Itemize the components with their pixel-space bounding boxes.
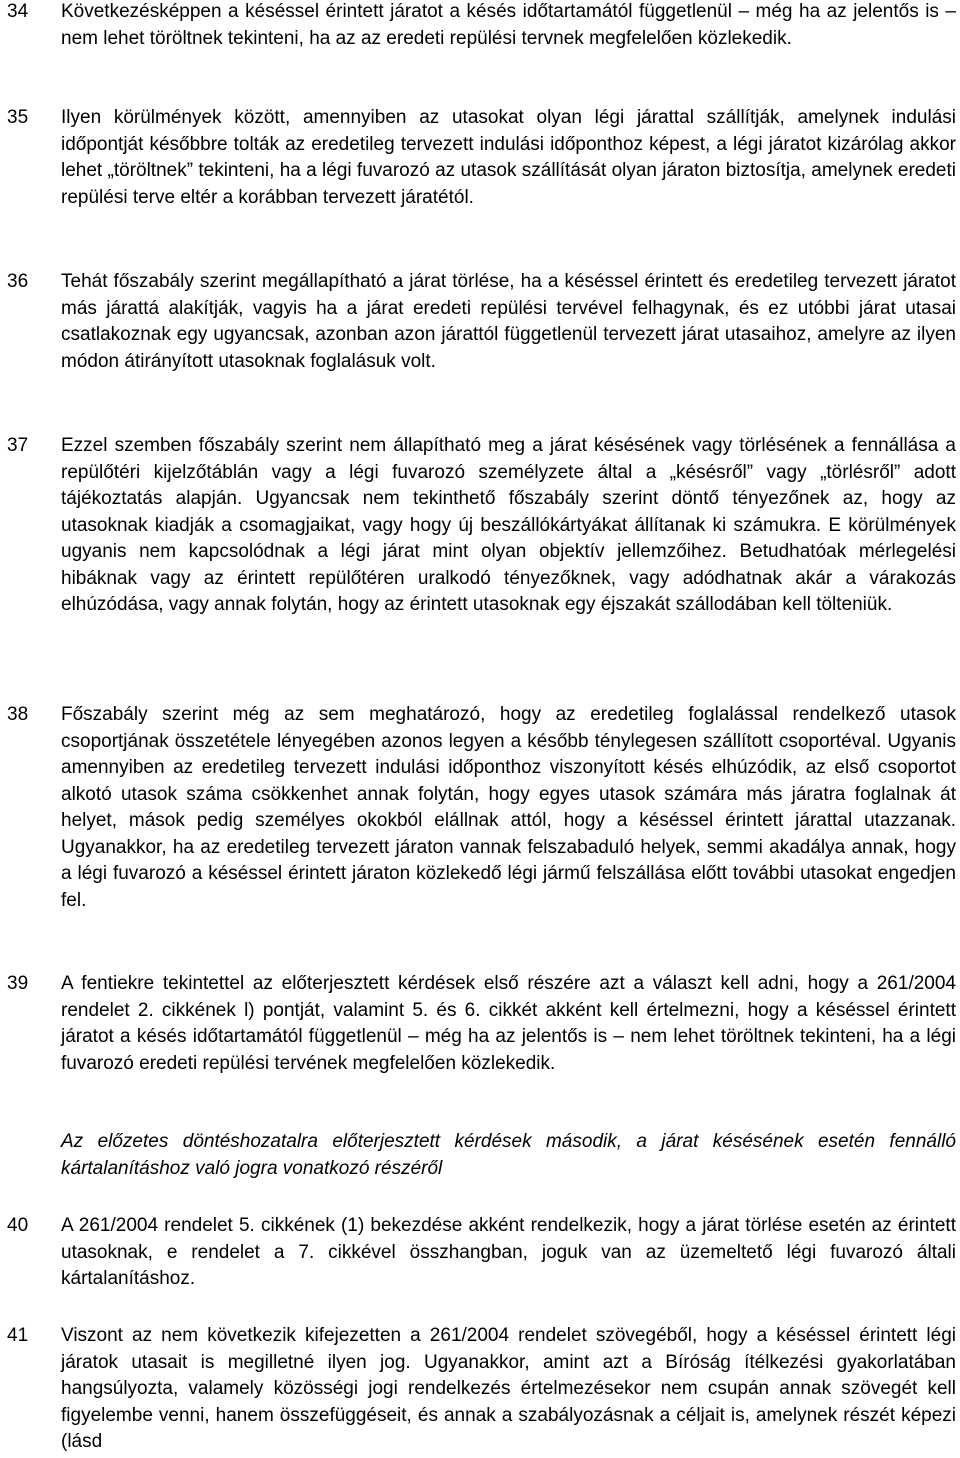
paragraph-text: Tehát főszabály szerint megállapítható a járat törlése, ha a késéssel érintett és eredetileg tervezett járatot más járattá alakítják, vagyis ha a járat eredeti repülési tervével felhagynak, és ez utóbbi járat utasai csatlakoznak egy ugyancsak, azonban azon járattól függetlenül tervezett járat utasaihoz, amelyre az ilyen módon átirányított utasoknak foglalásuk volt. [61,271,956,372]
paragraph-number: 36 [7,271,29,292]
paragraph-text: Viszont az nem következik kifejezetten a 261/2004 rendelet szövegéből, hogy a késéssel érintett légi járatok utasait is megilletné ilyen jog. Ugyanakkor, amint azt a Bíróság ítélkezési gyakorlatában hangsúlyozta, valamely közösségi jogi rendelkezés értelmezésekor nem csupán annak szövegét kell figyelembe venni, hanem összefüggéseit, és annak a szabályozásnak a céljait is, amelynek részét képezi (lásd [61,1325,956,1452]
paragraph-text: Ezzel szemben főszabály szerint nem állapítható meg a járat késésének vagy törlésének a fennállása a repülőtéri kijelzőtáblán vagy a légi fuvarozó személyzete által a „késésről” vagy „törlésről” adott tájékoztatás alapján. Ugyancsak nem tekinthető főszabály szerint döntő tényezőnek az, hogy az utasoknak kiadják a csomagjaikat, vagy hogy új beszállókártyákat állítanak ki számukra. E körülmények ugyanis nem kapcsolódnak a légi járat mint olyan objektív jellemzőihez. Betudhatóak mérlegelési hibáknak vagy az érintett repülőtéren uralkodó tényezőknek, vagy adódhatnak akár a várakozás elhúzódása, vagy annak folytán, hogy az érintett utasoknak egy éjszakát szállodában kell tölteniük. [61,435,956,615]
paragraph-number: 41 [7,1325,29,1346]
paragraph-number: 37 [7,435,29,456]
paragraph-number: 38 [7,704,29,725]
paragraph-text: Következésképpen a késéssel érintett járatot a késés időtartamától függetlenül – még ha az jelentős is – nem lehet töröltnek tekinteni, ha az az eredeti repülési tervnek megfelelően közlekedik. [61,1,956,49]
paragraph-number: 34 [7,1,29,22]
paragraph-text: Ilyen körülmények között, amennyiben az utasokat olyan légi járattal szállítják, amelynek indulási időpontját későbbre tolták az eredetileg tervezett indulási időponthoz képest, a légi járatot kizárólag akkor lehet „töröltnek” tekinteni, ha a légi fuvarozó az utasok szállítását olyan járaton biztosítja, amelynek eredeti repülési terve eltér a korábban tervezett járatétól. [61,107,956,208]
section-heading: Az előzetes döntéshozatalra előterjesztett kérdések második, a járat késésének esetén fennálló kártalanításhoz való jogra vonatkozó részéről [61,1131,956,1179]
paragraph-text: A 261/2004 rendelet 5. cikkének (1) bekezdése akként rendelkezik, hogy a járat törlése esetén az érintett utasoknak, e rendelet a 7. cikkével összhangban, joguk van az üzemeltető légi fuvarozó általi kártalanításhoz. [61,1215,956,1289]
paragraph-number: 40 [7,1215,29,1236]
paragraph-number: 39 [7,973,29,994]
paragraph-text: A fentiekre tekintettel az előterjesztett kérdések első részére azt a választ kell adni, hogy a 261/2004 rendelet 2. cikkének l) pontját, valamint 5. és 6. cikkét akként kell értelmezni, hogy a késéssel érintett járatot a késés időtartamától függetlenül – még ha az jelentős is – nem lehet töröltnek tekinteni, ha a légi fuvarozó eredeti repülési tervének megfelelően közlekedik. [61,973,956,1074]
paragraph-text: Főszabály szerint még az sem meghatározó, hogy az eredetileg foglalással rendelkező utasok csoportjának összetétele lényegében azonos legyen a később ténylegesen szállított csoportéval. Ugyanis amennyiben az eredetileg tervezett indulási időponthoz viszonyított késés elhúzódik, az első csoportot alkotó utasok száma csökkenhet annak folytán, hogy egyes utasok számára más járatra foglalnak át helyet, mások pedig személyes okokból elállnak attól, hogy a késéssel érintett járattal utazzanak. Ugyanakkor, ha az eredetileg tervezett járaton vannak felszabaduló helyek, semmi akadálya annak, hogy a légi fuvarozó a késéssel érintett járaton közlekedő légi jármű felszállása előtt további utasokat engedjen fel. [61,704,956,911]
paragraph-number: 35 [7,107,29,128]
